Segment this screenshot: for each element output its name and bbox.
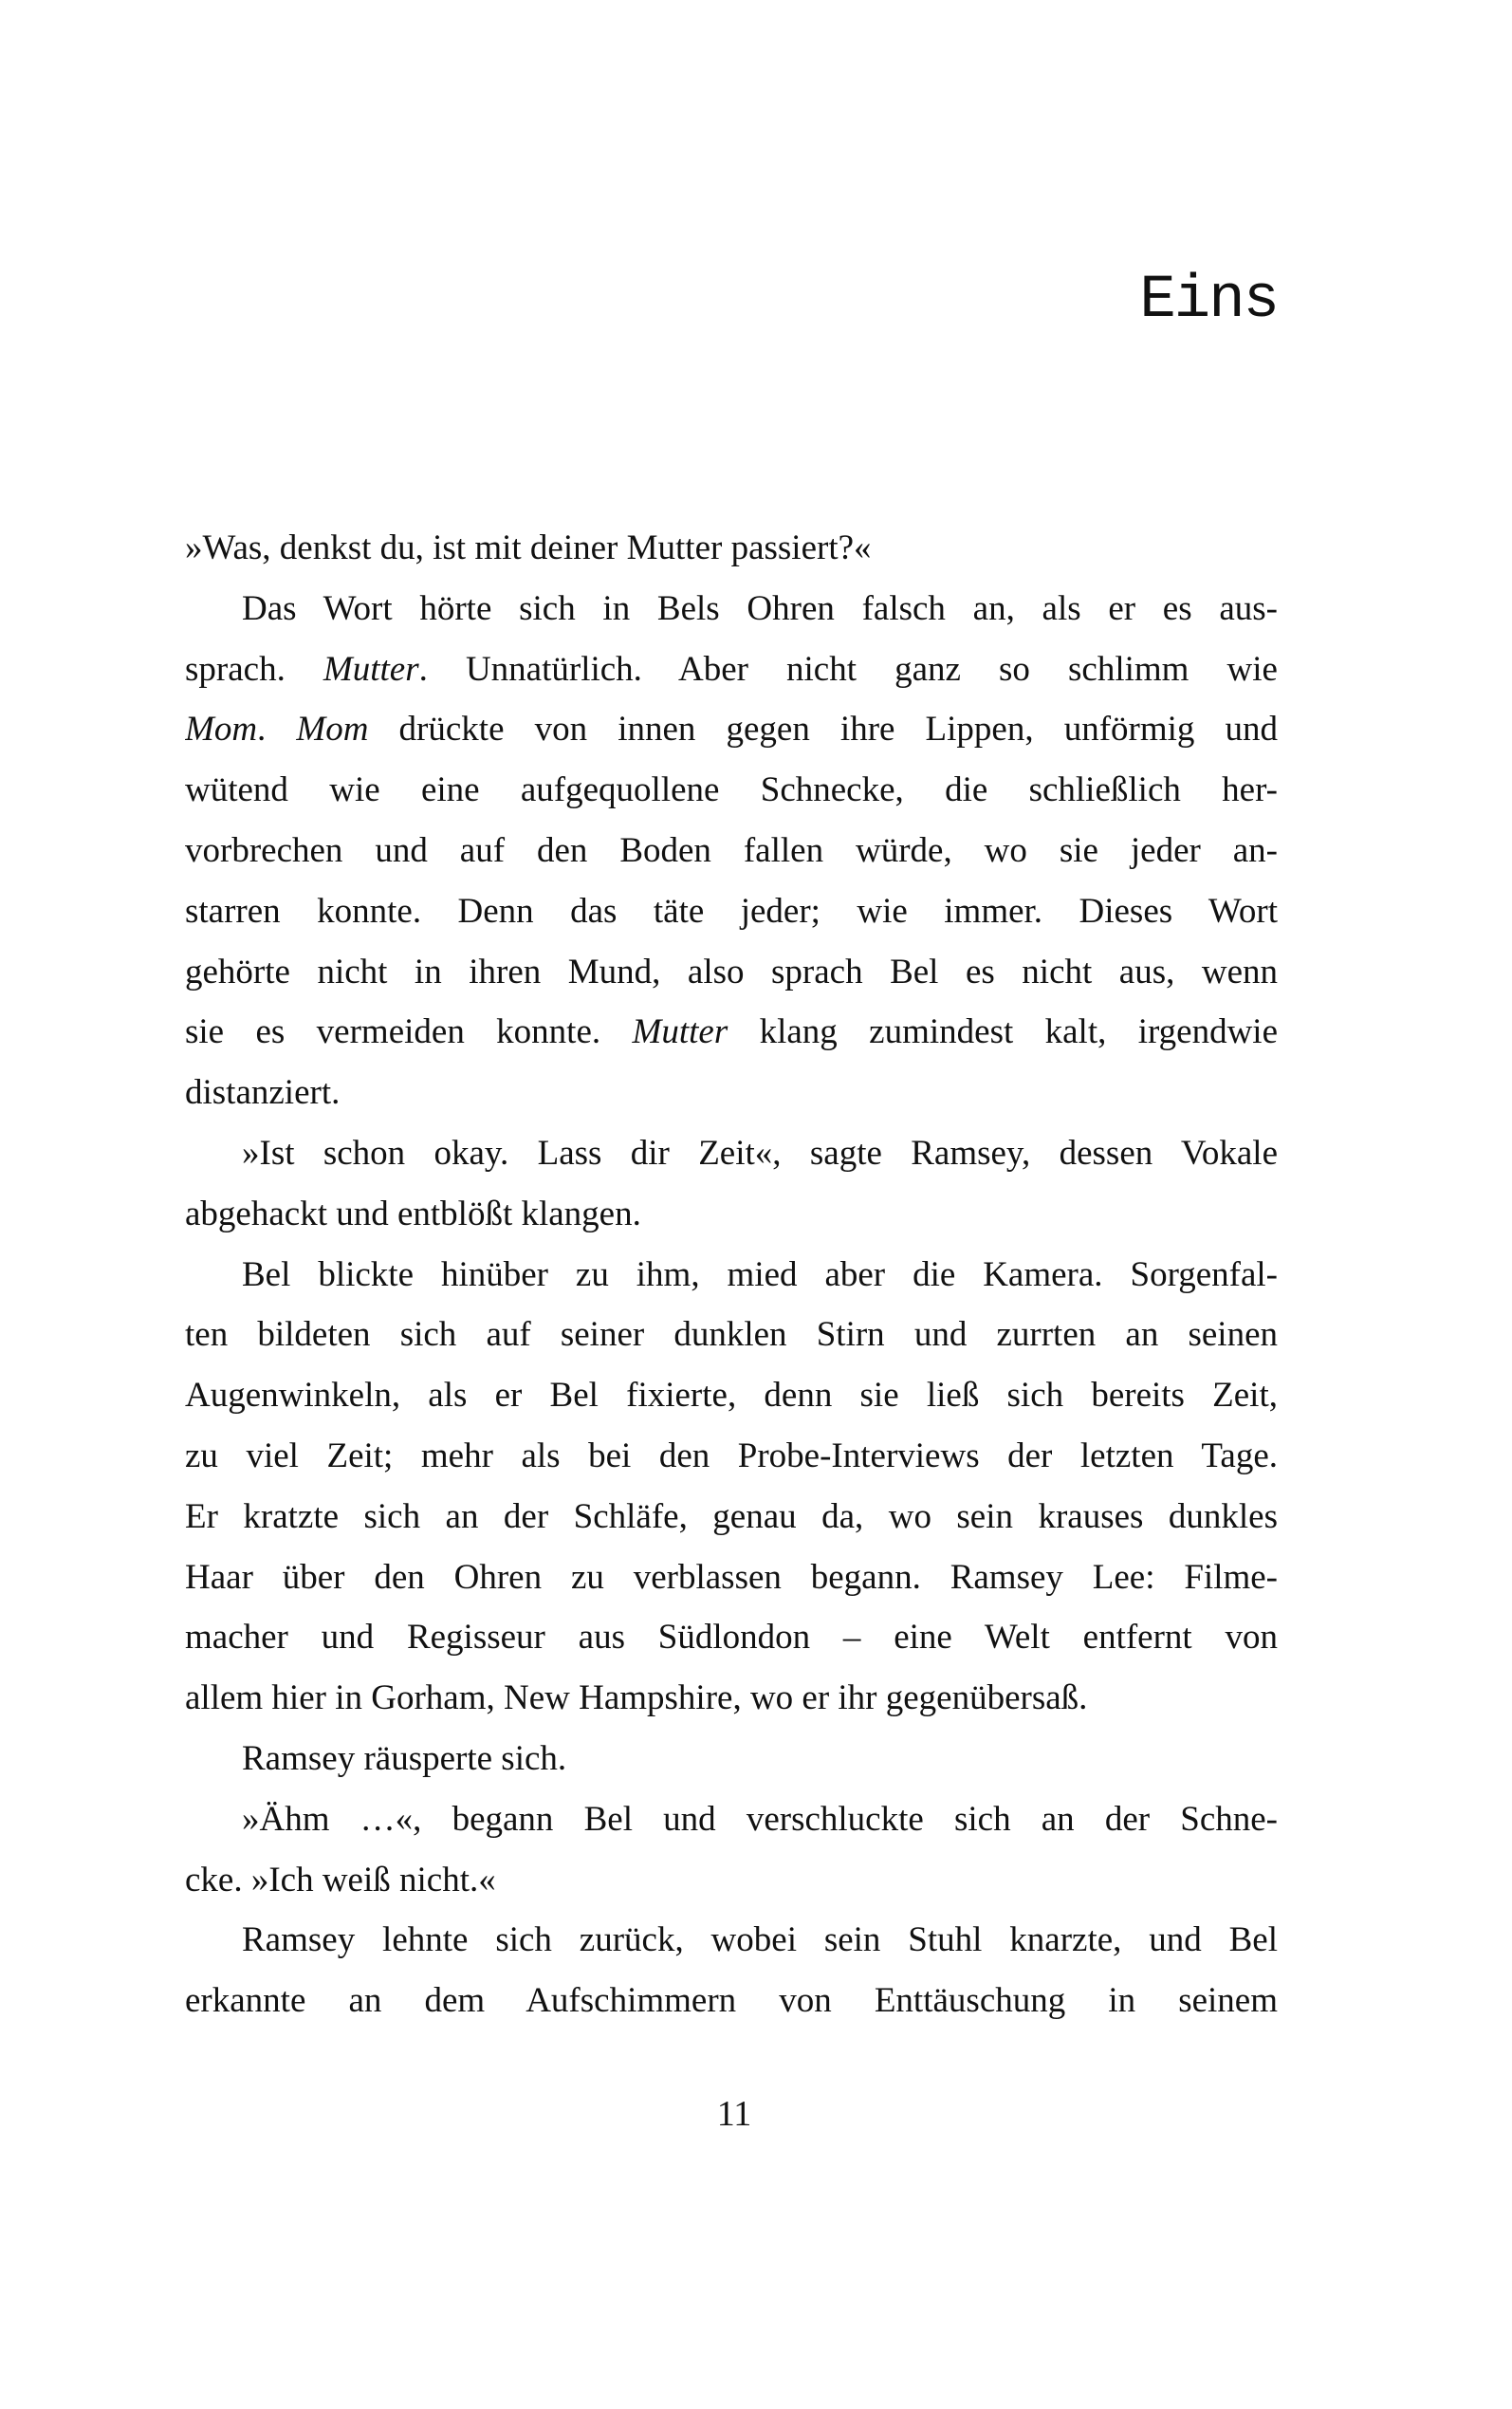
text-line [185, 579, 1278, 639]
text-segment: »Ist schon okay. Lass dir Zeit«, sagte Ramsey, dessen Vokale [242, 1133, 1278, 1173]
text-line [185, 760, 1278, 821]
text-segment: sie es vermeiden konnte. [185, 1012, 633, 1052]
text-segment: starren konnte. Denn das täte jeder; wie immer. Dieses Wort [185, 891, 1278, 931]
text-segment: . [257, 710, 297, 750]
text-line [185, 1365, 1278, 1426]
text-line [185, 1245, 1278, 1306]
text-line [185, 942, 1278, 1003]
text-segment: Haar über den Ohren zu verblassen begann. Ramsey Lee: Filme- [185, 1557, 1278, 1597]
text-line [185, 1668, 1278, 1729]
text-line [185, 1305, 1278, 1365]
paragraph [185, 518, 1278, 579]
paragraph [185, 1789, 1278, 1911]
text-line [185, 1184, 1278, 1245]
text-segment: wütend wie eine aufgequollene Schnecke, die schließlich her- [185, 770, 1278, 810]
text-line [185, 1971, 1278, 2031]
text-segment: klang zumindest kalt, irgendwie [728, 1012, 1278, 1052]
text-segment: cke. »Ich weiß nicht.« [185, 1860, 496, 1899]
text-segment: allem hier in Gorham, New Hampshire, wo er ihr gegenübersaß. [185, 1678, 1088, 1718]
text-line [185, 1910, 1278, 1971]
text-segment: sprach. [185, 649, 323, 689]
italic-text: Mom [185, 710, 258, 750]
text-line [185, 1487, 1278, 1547]
text-segment: Ramsey lehnte sich zurück, wobei sein Stuhl knarzte, und Bel [242, 1920, 1278, 1960]
italic-text: Mom [296, 710, 369, 750]
text-line [185, 821, 1278, 881]
text-line [185, 1063, 1278, 1123]
text-segment: Ramsey räusperte sich. [242, 1738, 567, 1778]
text-segment: Das Wort hörte sich in Bels Ohren falsch an, als er es aus- [242, 588, 1278, 628]
paragraph [185, 1729, 1278, 1789]
text-line [185, 1123, 1278, 1184]
text-line [185, 881, 1278, 942]
chapter-title: Eins [1139, 267, 1278, 335]
paragraph [185, 1910, 1278, 2031]
text-line [185, 1547, 1278, 1608]
text-segment: ten bildeten sich auf seiner dunklen Stirn und zurrten an seinen [185, 1315, 1278, 1355]
text-segment: abgehackt und entblößt klangen. [185, 1194, 641, 1233]
paragraph [185, 1245, 1278, 1729]
paragraph [185, 1123, 1278, 1245]
text-segment: distanziert. [185, 1073, 341, 1113]
page-number: 11 [716, 2094, 752, 2134]
text-line [185, 1729, 1278, 1789]
text-line [185, 1426, 1278, 1487]
text-line [185, 699, 1278, 760]
text-segment: Augenwinkeln, als er Bel fixierte, denn sie ließ sich bereits Zeit, [185, 1376, 1278, 1416]
paragraph [185, 579, 1278, 1123]
text-line [185, 1002, 1278, 1063]
text-segment: Bel blickte hinüber zu ihm, mied aber die Kamera. Sorgenfal- [242, 1254, 1278, 1294]
italic-text: Mutter [632, 1012, 728, 1052]
text-line [185, 1607, 1278, 1668]
text-segment: macher und Regisseur aus Südlondon – eine Welt entfernt von [185, 1618, 1278, 1658]
text-segment: »Ähm …«, begann Bel und verschluckte sich an der Schne- [242, 1799, 1278, 1839]
text-segment: zu viel Zeit; mehr als bei den Probe-Interviews der letzten Tage. [185, 1436, 1278, 1475]
text-segment: erkannte an dem Aufschimmern von Enttäuschung in seinem [185, 1981, 1278, 2021]
italic-text: Mutter [323, 649, 419, 689]
body-text [185, 518, 1278, 2031]
text-segment: »Was, denkst du, ist mit deiner Mutter passiert?« [185, 528, 872, 567]
text-line [185, 639, 1278, 700]
text-segment: gehörte nicht in ihren Mund, also sprach Bel es nicht aus, wenn [185, 952, 1278, 991]
text-line [185, 1850, 1278, 1911]
text-line [185, 518, 1278, 579]
text-segment: . Unnatürlich. Aber nicht ganz so schlimm wie [418, 649, 1278, 689]
text-segment: vorbrechen und auf den Boden fallen würde, wo sie jeder an- [185, 830, 1278, 870]
text-segment: drückte von innen gegen ihre Lippen, unförmig und [368, 710, 1278, 750]
text-segment: Er kratzte sich an der Schläfe, genau da, wo sein krauses dunkles [185, 1496, 1278, 1536]
text-line [185, 1789, 1278, 1850]
